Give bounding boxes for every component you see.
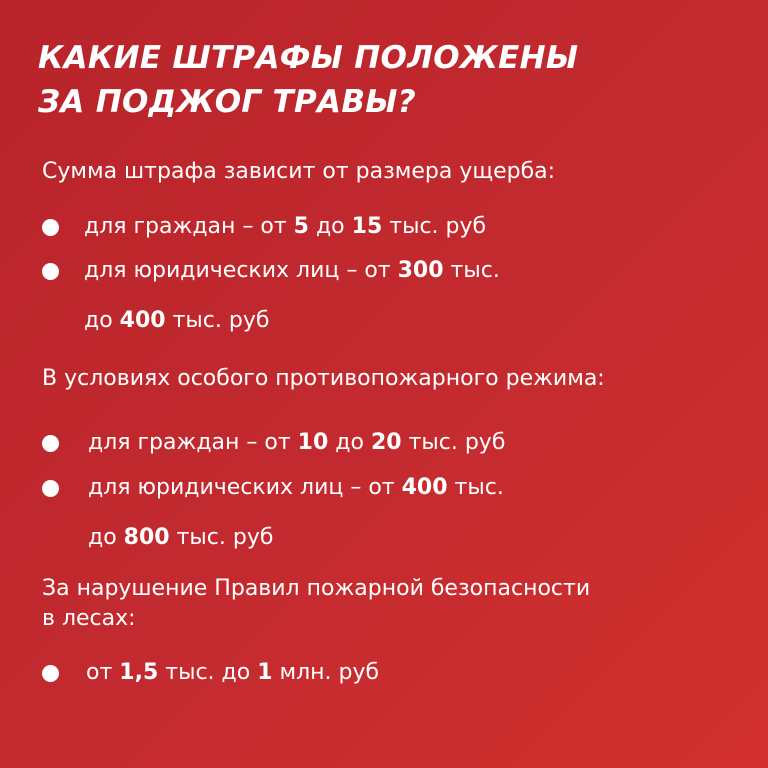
list-item-text: для граждан – от 10 до 20 тыс. руб: [88, 430, 506, 455]
bullet-icon: [42, 435, 59, 452]
title-line-2: ЗА ПОДЖОГ ТРАВЫ?: [38, 84, 416, 120]
bullet-icon: [42, 665, 59, 682]
bullet-icon: [42, 219, 59, 236]
list-item-text: для юридических лиц – от 400 тыс. до 800 тыс. руб: [88, 475, 504, 550]
list-item-text: для юридических лиц – от 300 тыс. до 400 тыс. руб: [84, 258, 500, 333]
page-title: [38, 36, 738, 124]
section-heading-damage: Сумма штрафа зависит от размера ущерба:: [42, 159, 556, 184]
section-heading-special-regime: В условиях особого противопожарного режима:: [42, 366, 605, 391]
title-line-1: КАКИЕ ШТРАФЫ ПОЛОЖЕНЫ: [38, 40, 579, 76]
bullet-icon: [42, 263, 59, 280]
section-heading-forest-rules: За нарушение Правил пожарной безопасности в лесах:: [42, 576, 591, 631]
bullet-icon: [42, 480, 59, 497]
list-item-text: от 1,5 тыс. до 1 млн. руб: [86, 660, 380, 685]
list-item-text: для граждан – от 5 до 15 тыс. руб: [84, 214, 487, 239]
